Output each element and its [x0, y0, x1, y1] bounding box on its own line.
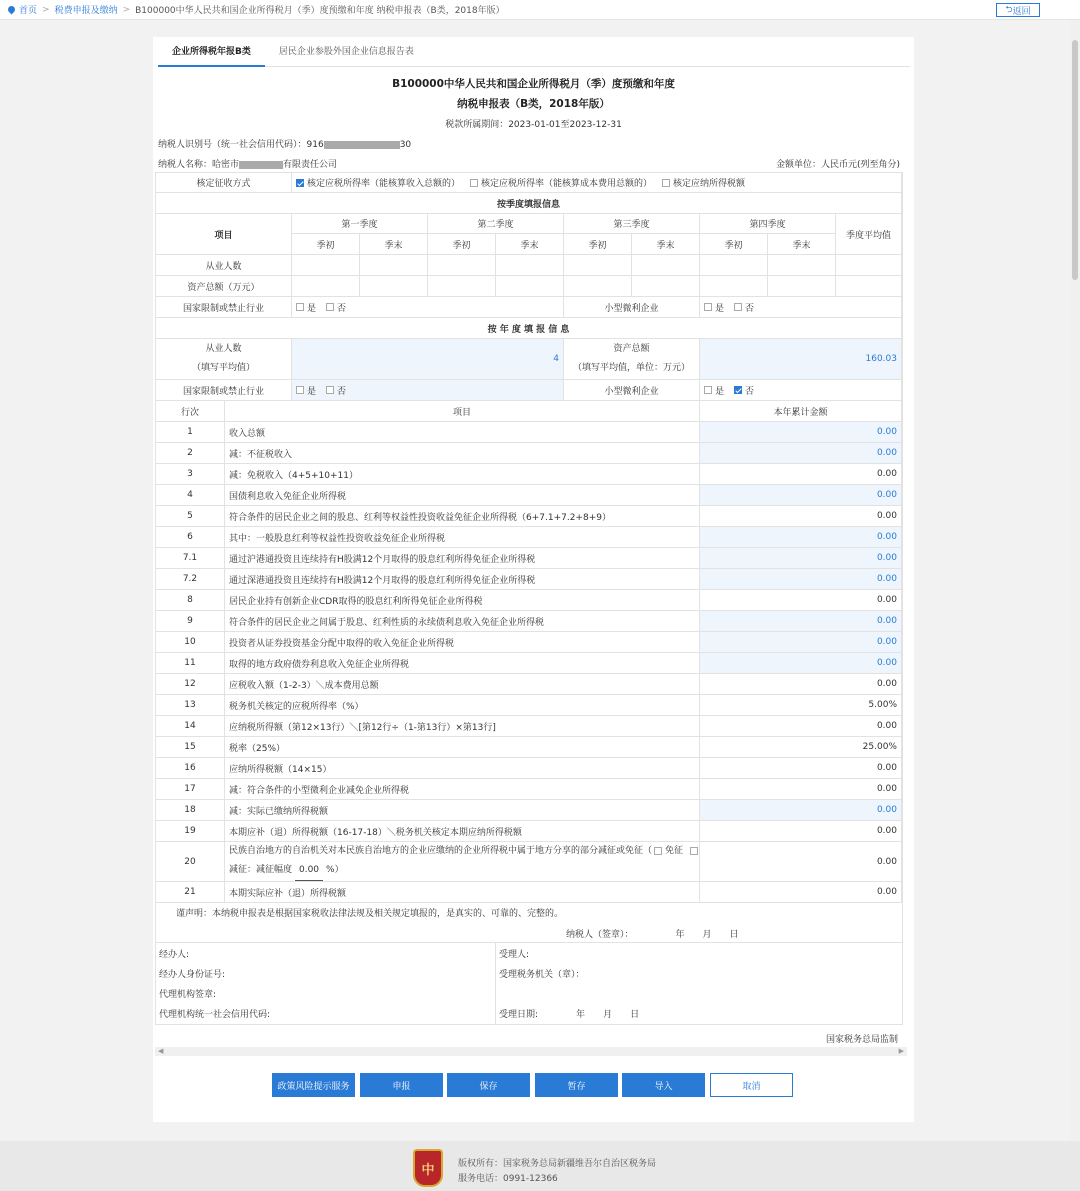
line-amount: 0.00: [700, 758, 902, 779]
quarterly-section-title: 按季度填报信息: [156, 193, 902, 214]
year-label: 年: [675, 930, 685, 940]
line-item-21: 本期实际应补（退）所得税额: [225, 882, 700, 903]
day-label: 日: [630, 1010, 640, 1020]
line-amount[interactable]: 0.00: [700, 422, 902, 443]
q-restricted-no[interactable]: [326, 301, 346, 314]
save-button[interactable]: 保存: [447, 1073, 530, 1097]
handler-id-label: 经办人身份证号:: [159, 970, 226, 980]
q-avg-cell: [836, 255, 902, 276]
declaration-block: [156, 903, 902, 943]
annual-employees-input[interactable]: 4: [292, 339, 564, 380]
location-icon: [7, 5, 17, 15]
q-small-label: 小型微利企业: [564, 297, 700, 318]
taxpayer-id: [158, 137, 411, 150]
q-restricted-label: 国家限制或禁止行业: [156, 297, 292, 318]
line-amount: 0.00: [700, 464, 902, 485]
checkbox-checked-icon[interactable]: [734, 386, 742, 394]
q1-start: 季初: [292, 234, 360, 255]
line-amount-20: 0.00: [700, 842, 902, 882]
redacted-mask: [324, 141, 400, 149]
breadcrumb-current: B100000中华人民共和国企业所得税月（季）度预缴和年度 纳税申报表（B类，2018年版）: [135, 6, 505, 16]
line-no: 13: [156, 695, 225, 716]
taxpayer-id-prefix: 916: [306, 140, 324, 150]
checkbox-checked-icon[interactable]: [296, 179, 304, 187]
q-small-options: [700, 297, 902, 318]
q-input-cell[interactable]: [428, 276, 496, 297]
policy-risk-button[interactable]: 政策风险提示服务: [272, 1073, 355, 1097]
line-no: 20: [156, 842, 225, 882]
checkbox-icon[interactable]: [296, 386, 304, 394]
line-amount[interactable]: 0.00: [700, 569, 902, 590]
reduction-rate-input[interactable]: 0.00: [295, 861, 323, 881]
q-input-cell[interactable]: [496, 276, 564, 297]
no-label: 否: [337, 386, 347, 397]
month-label: 月: [603, 1010, 613, 1020]
q-employees-label: 从业人数: [156, 255, 292, 276]
line-item: 国债利息收入免征企业所得税: [225, 485, 700, 506]
annual-assets-label-1: 资产总额: [613, 344, 650, 354]
line-amount[interactable]: 0.00: [700, 548, 902, 569]
line-item: 取得的地方政府债券利息收入免征企业所得税: [225, 653, 700, 674]
breadcrumb-section[interactable]: 税费申报及缴纳: [54, 6, 118, 16]
q-avg-cell: [836, 276, 902, 297]
action-bar: [153, 1073, 914, 1097]
receiving-office-label: 受理税务机关（章）：: [499, 970, 585, 980]
no-label: 否: [745, 303, 755, 314]
receiver-block: [496, 943, 902, 1025]
back-button[interactable]: [996, 3, 1040, 17]
no-label: 否: [337, 303, 347, 314]
yes-label: 是: [715, 303, 725, 314]
taxpayer-name: [158, 157, 337, 170]
line-no: 15: [156, 737, 225, 758]
q-input-cell[interactable]: [360, 255, 428, 276]
line-amount: 0.00: [700, 506, 902, 527]
yes-label: 是: [307, 303, 317, 314]
checkbox-icon[interactable]: [704, 386, 712, 394]
line-item: 收入总额: [225, 422, 700, 443]
line-no: 3: [156, 464, 225, 485]
line20-text1-label: 民族自治地方的自治机关对本民族自治地方的企业应缴纳的企业所得税中属于地方分享的部分减征或免征（: [229, 846, 653, 856]
annual-section-title: 按 年 度 填 报 信 息: [156, 318, 902, 339]
line-item-20: [225, 842, 700, 882]
agency-seal-label: 代理机构签章:: [159, 990, 217, 1000]
q-input-cell[interactable]: [428, 255, 496, 276]
annual-small-options: [700, 380, 902, 401]
line20-text2-prefix: 减征：减征幅度: [229, 865, 293, 875]
taxpayer-id-suffix: 30: [399, 140, 412, 150]
checkbox-icon[interactable]: [734, 303, 742, 311]
line-amount: 25.00%: [700, 737, 902, 758]
line-no: 21: [156, 882, 225, 903]
back-label: 返回: [1012, 6, 1031, 17]
q-input-cell[interactable]: [768, 276, 836, 297]
tab-annual-b[interactable]: 企业所得税年报B类: [158, 37, 265, 67]
line-amount[interactable]: 0.00: [700, 485, 902, 506]
agency-code-label: 代理机构统一社会信用代码:: [159, 1010, 271, 1020]
line-no: 12: [156, 674, 225, 695]
q-input-cell[interactable]: [700, 276, 768, 297]
line-item-header: 项目: [225, 401, 700, 422]
line-no: 1: [156, 422, 225, 443]
annual-restricted-options: [292, 380, 564, 401]
yes-label: 是: [307, 386, 317, 397]
method-label: 核定征收方式: [156, 173, 292, 193]
checkbox-icon[interactable]: [690, 847, 698, 855]
line-amount: 0.00: [700, 590, 902, 611]
method-option-label: 核定应税所得率（能核算收入总额的）: [307, 179, 461, 189]
q4-start: 季初: [700, 234, 768, 255]
q-input-cell[interactable]: [632, 255, 700, 276]
footer-phone: 服务电话：0991-12366: [458, 1174, 558, 1184]
line-amount: 5.00%: [700, 695, 902, 716]
line-amount[interactable]: 0.00: [700, 800, 902, 821]
declaration-statement: 谨声明：本纳税申报表是根据国家税收法律法规及相关规定填报的，是真实的、可靠的、完整的。: [176, 909, 564, 919]
vertical-scrollbar[interactable]: [1070, 20, 1080, 1140]
line-amount[interactable]: 0.00: [700, 527, 902, 548]
breadcrumb: [0, 0, 1080, 20]
q2-header: 第二季度: [428, 214, 564, 234]
q2-end: 季末: [496, 234, 564, 255]
q-input-cell[interactable]: [700, 255, 768, 276]
line-no: 17: [156, 779, 225, 800]
line-item: 税率（25%）: [225, 737, 700, 758]
line-amount-header: 本年累计金额: [700, 401, 902, 422]
year-label: 年: [576, 1010, 586, 1020]
breadcrumb-separator: >: [42, 4, 50, 15]
annual-employees-label-2: （填写平均值）: [191, 363, 255, 373]
avg-header: 季度平均值: [836, 214, 902, 255]
line-amount-21: 0.00: [700, 882, 902, 903]
q3-end: 季末: [632, 234, 700, 255]
line-no: 18: [156, 800, 225, 821]
currency-unit: 金额单位：人民币元(列至角分): [775, 160, 900, 170]
method-option-income[interactable]: [296, 176, 460, 189]
q-assets-label: 资产总额（万元）: [156, 276, 292, 297]
q-input-cell[interactable]: [292, 276, 360, 297]
line-amount[interactable]: 0.00: [700, 611, 902, 632]
annual-assets-input[interactable]: 160.03: [700, 339, 902, 380]
line-item: 通过深港通投资且连续持有H股满12个月取得的股息红利所得免征企业所得税: [225, 569, 700, 590]
line20-text2: [229, 861, 344, 881]
line-no: 5: [156, 506, 225, 527]
line-amount[interactable]: 0.00: [700, 632, 902, 653]
line-item: 应纳所得税额（14×15）: [225, 758, 700, 779]
form-title-line1: B100000中华人民共和国企业所得税月（季）度预缴和年度: [392, 78, 675, 90]
q-input-cell[interactable]: [292, 255, 360, 276]
q-input-cell[interactable]: [564, 276, 632, 297]
line20-text1: [229, 842, 700, 861]
receiver-label: 受理人:: [499, 950, 530, 960]
cancel-button[interactable]: 取消: [710, 1073, 793, 1097]
annual-assets-label: [564, 339, 700, 380]
horizontal-scrollbar[interactable]: [155, 1047, 907, 1056]
q3-header: 第三季度: [564, 214, 700, 234]
checkbox-icon[interactable]: [326, 386, 334, 394]
annual-restricted-no[interactable]: [326, 384, 346, 397]
line-item: 税务机关核定的应税所得率（%）: [225, 695, 700, 716]
receive-date-label: 受理日期:: [499, 1010, 539, 1020]
declaration-signer-row: [566, 927, 739, 940]
line-item: 符合条件的居民企业之间属于股息、红利性质的永续债利息收入免征企业所得税: [225, 611, 700, 632]
line20-text2-suffix: %）: [326, 865, 344, 875]
footer-copyright: 版权所有：国家税务总局新疆维吾尔自治区税务局: [458, 1159, 657, 1169]
method-options: [292, 173, 902, 193]
line-item: 减：实际已缴纳所得税额: [225, 800, 700, 821]
q-restricted-options: [292, 297, 564, 318]
q4-end: 季末: [768, 234, 836, 255]
q-small-no[interactable]: [734, 301, 754, 314]
line-item: 本期应补（退）所得税额（16-17-18）＼税务机关核定本期应纳所得税额: [225, 821, 700, 842]
checkbox-icon[interactable]: [662, 179, 670, 187]
annual-small-no[interactable]: [734, 384, 754, 397]
annual-employees-label-1: 从业人数: [205, 344, 242, 354]
line-item: 应税收入额（1-2-3）＼成本费用总额: [225, 674, 700, 695]
quarterly-item-header: 项目: [156, 214, 292, 255]
line-item: 减：不征税收入: [225, 443, 700, 464]
line-no: 16: [156, 758, 225, 779]
line-no: 9: [156, 611, 225, 632]
method-option-label: 核定应税所得率（能核算成本费用总额的）: [481, 179, 653, 189]
line-no: 4: [156, 485, 225, 506]
line-no: 11: [156, 653, 225, 674]
q1-end: 季末: [360, 234, 428, 255]
taxpayer-name-label: 纳税人名称：: [158, 160, 213, 170]
line-no: 7.1: [156, 548, 225, 569]
agent-block: [156, 943, 496, 1025]
line-item: 符合条件的居民企业之间的股息、红利等权益性投资收益免征企业所得税（6+7.1+7.2+8+9）: [225, 506, 700, 527]
line-item: 应纳税所得额（第12×13行）＼[第12行÷（1-第13行）×第13行]: [225, 716, 700, 737]
q-small-yes[interactable]: [704, 301, 724, 314]
breadcrumb-separator: >: [122, 4, 131, 15]
checkbox-icon[interactable]: [296, 303, 304, 311]
q-restricted-yes[interactable]: [296, 301, 316, 314]
handler-label: 经办人:: [159, 950, 190, 960]
annual-assets-label-2: （填写平均值，单位：万元）: [572, 363, 690, 373]
line-item: 减：符合条件的小型微利企业减免企业所得税: [225, 779, 700, 800]
method-option-fixed-tax[interactable]: [662, 176, 745, 189]
signer-label: 纳税人（签章）：: [566, 930, 634, 940]
q2-start: 季初: [428, 234, 496, 255]
line-item: 居民企业持有创新企业CDR取得的股息红利所得免征企业所得税: [225, 590, 700, 611]
temp-save-button[interactable]: 暂存: [535, 1073, 618, 1097]
checkbox-icon[interactable]: [704, 303, 712, 311]
annual-small-yes[interactable]: [704, 384, 724, 397]
q-input-cell[interactable]: [496, 255, 564, 276]
method-option-label: 核定应纳所得税额: [673, 179, 746, 189]
q1-header: 第一季度: [292, 214, 428, 234]
line20-exempt-label: 免征: [665, 846, 684, 856]
line-no-header: 行次: [156, 401, 225, 422]
receive-date: [499, 1007, 639, 1020]
q3-start: 季初: [564, 234, 632, 255]
month-label: 月: [702, 930, 712, 940]
tab-foreign-info[interactable]: 居民企业参股外国企业信息报告表: [278, 47, 414, 57]
line-item: 投资者从证券投资基金分配中取得的收入免征企业所得税: [225, 632, 700, 653]
line-amount: 0.00: [700, 674, 902, 695]
submit-button[interactable]: 申报: [360, 1073, 443, 1097]
q-input-cell[interactable]: [564, 255, 632, 276]
line-amount: 0.00: [700, 779, 902, 800]
line-amount: 0.00: [700, 821, 902, 842]
day-label: 日: [729, 930, 739, 940]
line-amount[interactable]: 0.00: [700, 653, 902, 674]
breadcrumb-home[interactable]: 首页: [19, 6, 38, 16]
checkbox-icon[interactable]: [326, 303, 334, 311]
line-no: 2: [156, 443, 225, 464]
scroll-right-icon[interactable]: ▶: [898, 1047, 904, 1055]
checkbox-icon[interactable]: [654, 847, 662, 855]
no-label: 否: [745, 386, 755, 397]
form-card: [153, 37, 914, 1122]
annual-restricted-label: 国家限制或禁止行业: [156, 380, 292, 401]
line-no: 14: [156, 716, 225, 737]
line-amount: 0.00: [700, 716, 902, 737]
import-button[interactable]: 导入: [622, 1073, 705, 1097]
scrollbar-thumb[interactable]: [1072, 40, 1078, 280]
tax-bureau-logo: 中: [413, 1149, 443, 1187]
redacted-mask: [239, 161, 283, 169]
taxpayer-name-suffix: 有限责任公司: [283, 160, 338, 170]
annual-restricted-yes[interactable]: [296, 384, 316, 397]
line-no: 6: [156, 527, 225, 548]
supervisor-label: 国家税务总局监制: [825, 1035, 898, 1045]
taxpayer-name-prefix: 哈密市: [212, 160, 240, 170]
line-item: 减：免税收入（4+5+10+11）: [225, 464, 700, 485]
tax-period: 税款所属期间：2023-01-01至2023-12-31: [445, 120, 622, 130]
checkbox-icon[interactable]: [470, 179, 478, 187]
q-input-cell[interactable]: [632, 276, 700, 297]
line-no: 7.2: [156, 569, 225, 590]
footer: [0, 1141, 1080, 1191]
line-amount[interactable]: 0.00: [700, 443, 902, 464]
annual-small-label: 小型微利企业: [564, 380, 700, 401]
line-item: 通过沪港通投资且连续持有H股满12个月取得的股息红利所得免征企业所得税: [225, 548, 700, 569]
back-icon: ⮌: [1005, 5, 1013, 15]
q-input-cell[interactable]: [768, 255, 836, 276]
method-option-cost[interactable]: [470, 176, 652, 189]
line-no: 8: [156, 590, 225, 611]
line-item: 其中：一般股息红利等权益性投资收益免征企业所得税: [225, 527, 700, 548]
tab-bar: [158, 37, 910, 67]
yes-label: 是: [715, 386, 725, 397]
line-no: 19: [156, 821, 225, 842]
taxpayer-id-label: 纳税人识别号（统一社会信用代码）：: [158, 140, 307, 150]
scroll-left-icon[interactable]: ◀: [158, 1047, 164, 1055]
annual-employees-label: [156, 339, 292, 380]
q4-header: 第四季度: [700, 214, 836, 234]
q-input-cell[interactable]: [360, 276, 428, 297]
line-no: 10: [156, 632, 225, 653]
form-title-line2: 纳税申报表（B类，2018年版）: [457, 98, 610, 110]
